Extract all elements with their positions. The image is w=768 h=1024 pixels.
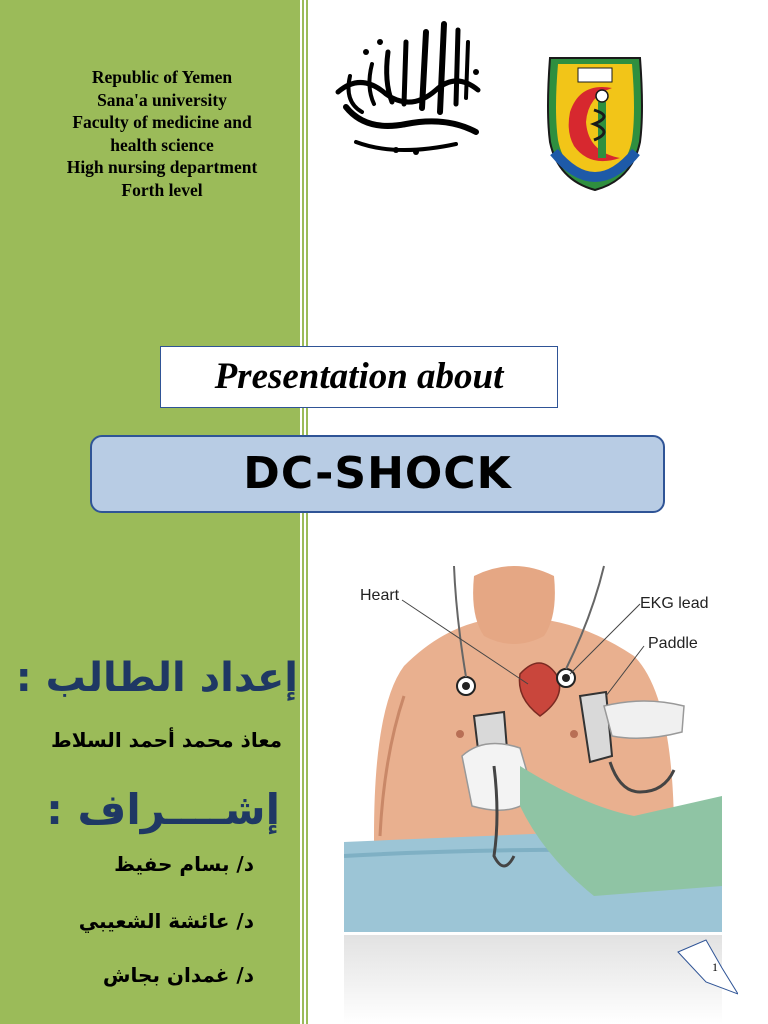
label-ekg-lead: EKG lead <box>640 595 709 612</box>
header-line-level: Forth level <box>121 179 203 200</box>
supervisor-name: د/ غمدان بجاش <box>102 963 254 987</box>
student-name: معاذ محمد أحمد السلاط <box>51 728 282 752</box>
prepared-by-heading: إعداد الطالب : <box>15 655 298 701</box>
header-line-university: Sana'a university <box>97 89 227 110</box>
label-heart: Heart <box>360 587 400 604</box>
header-line-faculty-cont: health science <box>110 134 214 155</box>
supervisor-name: د/ بسام حفيظ <box>114 852 254 876</box>
header-line-faculty: Faculty of medicine and <box>72 112 252 132</box>
page-number-marker <box>676 938 738 996</box>
defibrillation-illustration <box>344 556 722 932</box>
presentation-about-box: Presentation about <box>160 346 558 408</box>
illustration-reflection <box>344 935 722 1024</box>
supervision-heading: إشــــراف : <box>46 785 280 834</box>
header-line-country: Republic of Yemen <box>91 67 233 87</box>
page-number: 1 <box>712 960 718 974</box>
topic-title-box: DC-SHOCK <box>90 435 665 513</box>
institution-header <box>30 66 294 201</box>
label-paddle: Paddle <box>648 635 698 652</box>
supervisor-name: د/ عائشة الشعيبي <box>78 909 254 933</box>
basmala-calligraphy <box>326 12 486 162</box>
header-line-department: High nursing department <box>66 157 258 177</box>
page-number-diamond-icon <box>676 938 738 996</box>
university-emblem-icon <box>540 52 650 194</box>
